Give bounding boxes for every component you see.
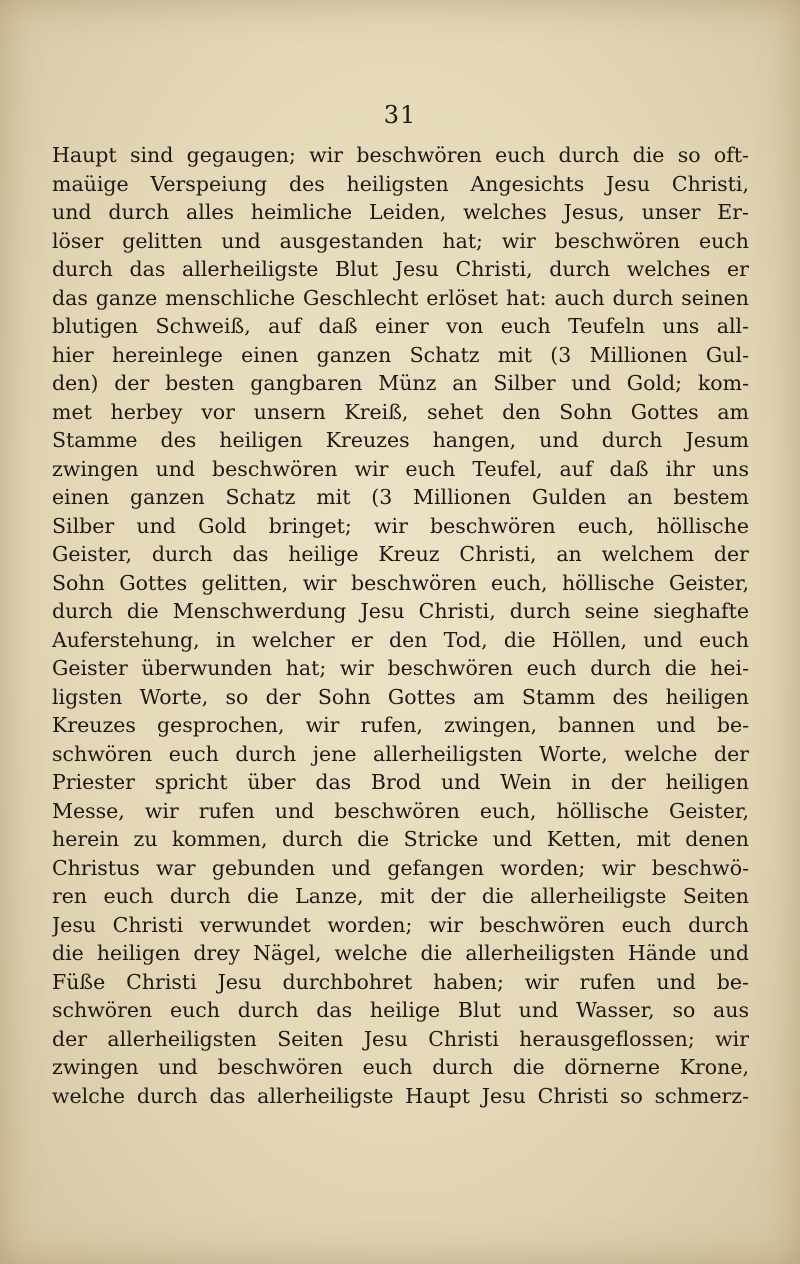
text-line: zwingen und beschwören euch durch die dörnerne Krone,	[52, 1055, 749, 1079]
text-line: der allerheiligsten Seiten Jesu Christi herausgeflossen; wir	[52, 1026, 749, 1051]
text-line: die heiligen drey Nägel, welche die allerheiligsten Hände und	[52, 941, 749, 965]
text-line: maüige Verspeiung des heiligsten Angesichts Jesu Christi,	[52, 171, 749, 196]
text-line: Jesu Christi verwundet worden; wir beschwören euch durch	[52, 912, 749, 937]
text-line: durch das allerheiligste Blut Jesu Christi, durch welches er	[52, 257, 749, 281]
text-line: hier hereinlege einen ganzen Schatz mit (3 Millionen Gul-	[52, 342, 749, 367]
text-line: löser gelitten und ausgestanden hat; wir beschwören euch	[52, 228, 749, 253]
text-line: Geister überwunden hat; wir beschwören euch durch die hei-	[52, 656, 749, 680]
text-line: Haupt sind gegaugen; wir beschwören euch durch die so oft-	[52, 143, 749, 167]
text-line: schwören euch durch das heilige Blut und Wasser, so aus	[52, 998, 749, 1022]
body-text	[52, 141, 749, 1110]
text-line: Sohn Gottes gelitten, wir beschwören euch, höllische Geister,	[52, 570, 749, 595]
text-line: Silber und Gold bringet; wir beschwören euch, höllische	[52, 513, 749, 538]
text-line: schwören euch durch jene allerheiligsten Worte, welche der	[52, 741, 749, 766]
text-line: zwingen und beschwören wir euch Teufel, auf daß ihr uns	[52, 456, 749, 481]
text-line: Christus war gebunden und gefangen worden; wir beschwö-	[52, 855, 749, 880]
text-line: Füße Christi Jesu durchbohret haben; wir rufen und be-	[52, 969, 749, 994]
text-line: Auferstehung, in welcher er den Tod, die Höllen, und euch	[52, 627, 749, 652]
text-line: und durch alles heimliche Leiden, welches Jesus, unser Er-	[52, 200, 749, 224]
text-line: Messe, wir rufen und beschwören euch, höllische Geister,	[52, 798, 749, 823]
page-number: 31	[383, 101, 417, 129]
text-line: Geister, durch das heilige Kreuz Christi, an welchem der	[52, 542, 749, 566]
text-line: einen ganzen Schatz mit (3 Millionen Gulden an bestem	[52, 485, 749, 509]
text-line: herein zu kommen, durch die Stricke und Ketten, mit denen	[52, 827, 749, 851]
text-line: blutigen Schweiß, auf daß einer von euch Teufeln uns all-	[52, 314, 749, 338]
text-line: Priester spricht über das Brod und Wein in der heiligen	[52, 770, 749, 794]
text-line: welche durch das allerheiligste Haupt Jesu Christi so schmerz-	[52, 1083, 749, 1108]
text-line: den) der besten gangbaren Münz an Silber und Gold; kom-	[52, 371, 749, 395]
text-line: Kreuzes gesprochen, wir rufen, zwingen, bannen und be-	[52, 713, 749, 737]
text-line: das ganze menschliche Geschlecht erlöset hat: auch durch seinen	[52, 285, 749, 310]
text-line: ligsten Worte, so der Sohn Gottes am Stamm des heiligen	[52, 684, 749, 709]
text-line: ren euch durch die Lanze, mit der die allerheiligste Seiten	[52, 884, 749, 908]
text-line: Stamme des heiligen Kreuzes hangen, und durch Jesum	[52, 428, 749, 452]
text-line: met herbey vor unsern Kreiß, sehet den Sohn Gottes am	[52, 399, 749, 424]
text-line: durch die Menschwerdung Jesu Christi, durch seine sieghafte	[52, 599, 749, 623]
